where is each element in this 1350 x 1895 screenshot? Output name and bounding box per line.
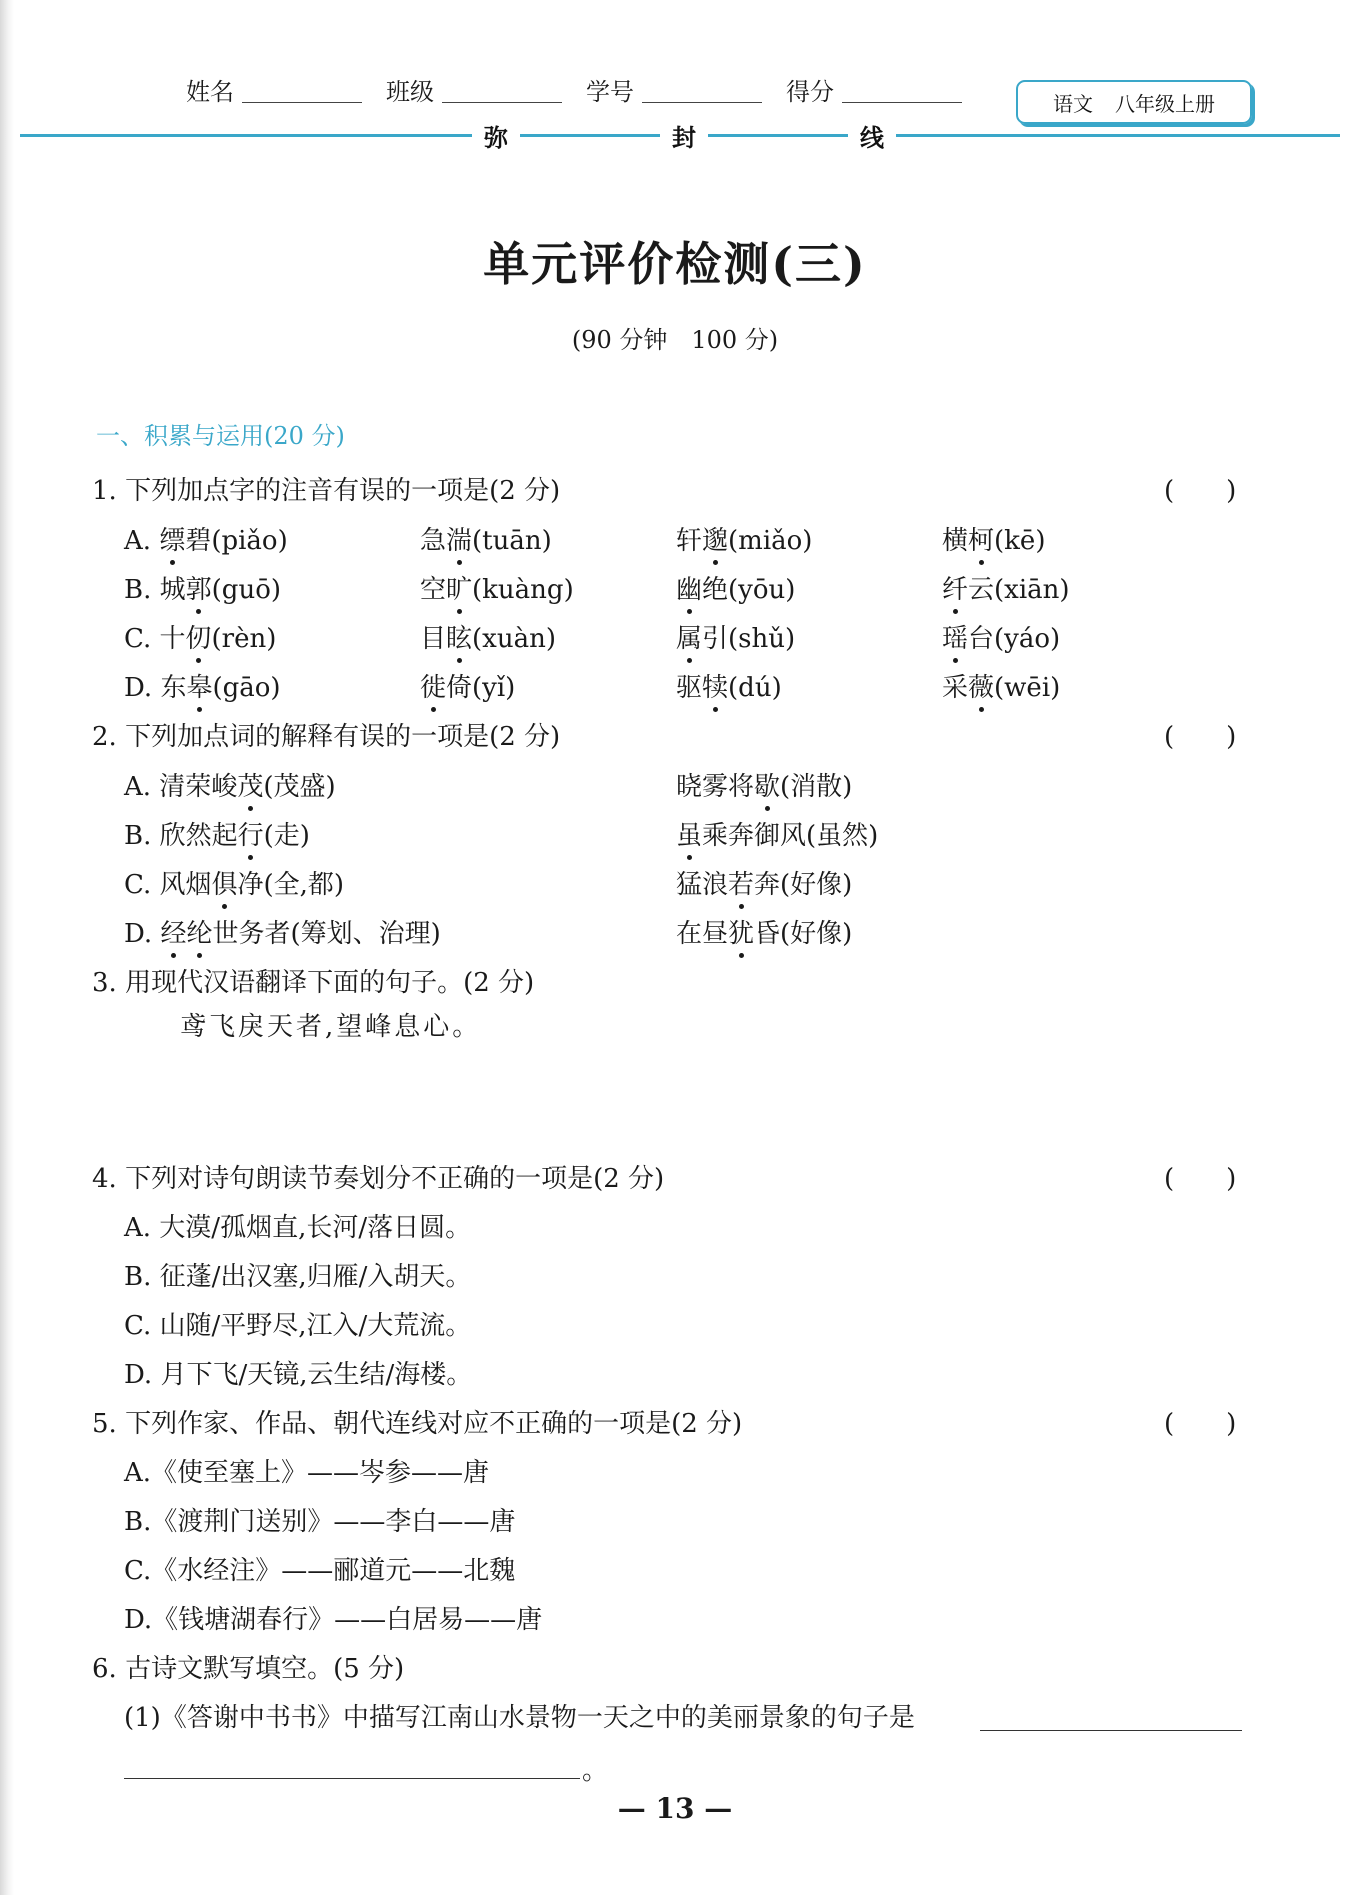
q5-stem: 5. 下列作家、作品、朝代连线对应不正确的一项是(2 分) — [92, 1409, 743, 1439]
q4-option-a: A. 大漠/孤烟直,长河/落日圆。 — [124, 1213, 472, 1243]
q1-option-a-3: 轩邈(miǎo) — [676, 526, 813, 556]
q5-answer-parens[interactable]: ( ) — [1164, 1409, 1237, 1439]
badge-grade: 八年级上册 — [1115, 91, 1215, 116]
q4-stem: 4. 下列对诗句朗读节奏划分不正确的一项是(2 分) — [92, 1164, 665, 1194]
q6-answer-blank-1[interactable] — [980, 1730, 1242, 1731]
q3-sentence: 鸢飞戾天者,望峰息心。 — [180, 1012, 482, 1042]
q1-option-c-4: 瑶台(yáo) — [942, 624, 1061, 654]
q1-option-d-4: 采薇(wēi) — [942, 673, 1061, 703]
q4-option-d: D. 月下飞/天镜,云生结/海楼。 — [124, 1360, 473, 1390]
q1-option-c-2: 目眩(xuàn) — [420, 624, 556, 654]
q1-option-a-2: 急湍(tuān) — [420, 526, 552, 556]
score-blank[interactable] — [842, 102, 962, 103]
q6-item-1: (1)《答谢中书书》中描写江南山水景物一天之中的美丽景象的句子是 — [124, 1703, 915, 1733]
class-blank[interactable] — [442, 102, 562, 103]
seal-char-1: 弥 — [472, 118, 520, 153]
q5-option-b: B.《渡荆门送别》——李白——唐 — [124, 1507, 516, 1537]
subject-badge — [1016, 80, 1252, 124]
student-id-label: 学号 — [586, 78, 634, 106]
exam-duration-score: (90 分钟 100 分) — [571, 326, 779, 354]
q2-option-c-1: C. 风烟俱净(全,都) — [124, 870, 345, 900]
q1-answer-parens[interactable]: ( ) — [1164, 476, 1237, 506]
q3-stem: 3. 用现代汉语翻译下面的句子。(2 分) — [92, 968, 535, 998]
q1-option-b-1: B. 城郭(guō) — [124, 575, 281, 605]
q1-option-d-2: 徙倚(yǐ) — [420, 673, 516, 703]
student-info-row — [186, 72, 966, 108]
q1-option-b-2: 空旷(kuàng) — [420, 575, 574, 605]
name-label: 姓名 — [186, 78, 234, 106]
q2-option-d-2: 在昼犹昏(好像) — [676, 919, 853, 949]
seal-char-2: 封 — [660, 118, 708, 153]
q4-option-b: B. 征蓬/出汉塞,归雁/入胡天。 — [124, 1262, 472, 1292]
q2-option-a-1: A. 清荣峻茂(茂盛) — [124, 772, 336, 802]
q2-stem: 2. 下列加点词的解释有误的一项是(2 分) — [92, 722, 561, 752]
q2-option-a-2: 晓雾将歇(消散) — [676, 772, 853, 802]
q1-option-c-3: 属引(shǔ) — [676, 624, 796, 654]
q1-option-c-1: C. 十仞(rèn) — [124, 624, 277, 654]
page-number: — 13 — — [617, 1792, 733, 1825]
q4-answer-parens[interactable]: ( ) — [1164, 1164, 1237, 1194]
q1-option-d-1: D. 东皋(gāo) — [124, 673, 281, 703]
q2-option-d-1: D. 经纶世务者(筹划、治理) — [124, 919, 441, 949]
q2-option-b-2: 虽乘奔御风(虽然) — [676, 821, 879, 851]
q1-option-d-3: 驱犊(dú) — [676, 673, 782, 703]
section-heading — [96, 416, 345, 451]
q1-stem: 1. 下列加点字的注音有误的一项是(2 分) — [92, 476, 561, 506]
q2-option-b-1: B. 欣然起行(走) — [124, 821, 310, 851]
q6-stem: 6. 古诗文默写填空。(5 分) — [92, 1654, 405, 1684]
section-label: 一、积累与运用 — [96, 422, 264, 450]
page-title: 单元评价检测(三) — [483, 237, 867, 291]
q1-option-b-4: 纤云(xiān) — [942, 575, 1070, 605]
q5-option-a: A.《使至塞上》——岑参——唐 — [124, 1458, 490, 1488]
seal-char-3: 线 — [848, 118, 896, 153]
q1-option-b-3: 幽绝(yōu) — [676, 575, 796, 605]
q2-option-c-2: 猛浪若奔(好像) — [676, 870, 853, 900]
section-points: (20 分) — [264, 422, 345, 450]
class-label: 班级 — [386, 78, 434, 106]
student-id-blank[interactable] — [642, 102, 762, 103]
score-label: 得分 — [786, 78, 834, 106]
q6-answer-blank-2[interactable] — [124, 1778, 580, 1779]
q1-option-a-4: 横柯(kē) — [942, 526, 1046, 556]
name-blank[interactable] — [242, 102, 362, 103]
q4-option-c: C. 山随/平野尽,江入/大荒流。 — [124, 1311, 472, 1341]
badge-subject: 语文 — [1053, 91, 1093, 116]
q5-option-d: D.《钱塘湖春行》——白居易——唐 — [124, 1605, 543, 1635]
q2-answer-parens[interactable]: ( ) — [1164, 722, 1237, 752]
q5-option-c: C.《水经注》——郦道元——北魏 — [124, 1556, 516, 1586]
q1-option-a-1: A. 缥碧(piǎo) — [124, 526, 288, 556]
q6-end-punct: 。 — [582, 1756, 609, 1786]
